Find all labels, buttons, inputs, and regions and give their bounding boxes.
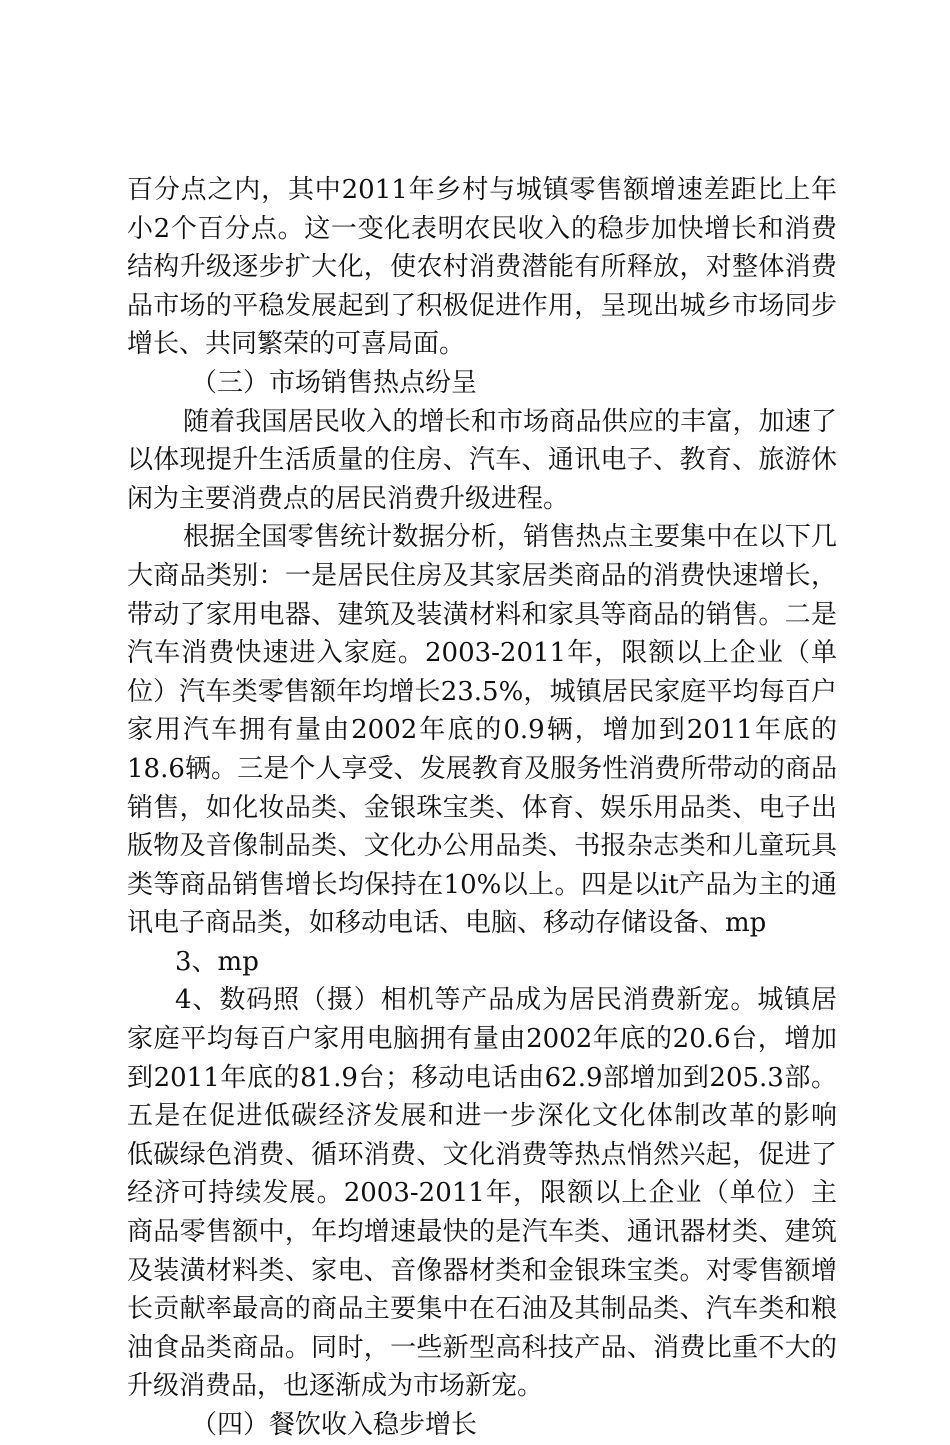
text-line: 长贡献率最高的商品主要集中在石油及其制品类、汽车类和粮	[127, 1294, 837, 1325]
text-line: 百分点之内，其中2011年乡村与城镇零售额增速差距比上年	[127, 175, 837, 205]
text-line: 家用汽车拥有量由2002年底的0.9辆，增加到2011年底的	[127, 715, 837, 746]
text-line: 4、数码照（摄）相机等产品成为居民消费新宠。城镇居	[175, 985, 837, 1016]
text-line: 根据全国零售统计数据分析，销售热点主要集中在以下几	[183, 522, 837, 553]
text-line: 低碳绿色消费、循环消费、文化消费等热点悄然兴起，促进了	[127, 1139, 837, 1170]
text-line: 类等商品销售增长均保持在10%以上。四是以it产品为主的通	[127, 869, 837, 900]
text-line: 销售，如化妆品类、金银珠宝类、体育、娱乐用品类、电子出	[127, 792, 837, 823]
text-line: 讯电子商品类，如移动电话、电脑、移动存储设备、mp	[127, 908, 767, 939]
section-heading: （三）市场销售热点纷呈	[191, 367, 478, 398]
text-line: 商品零售额中，年均增速最快的是汽车类、通讯器材类、建筑	[127, 1217, 837, 1248]
text-line: 五是在促进低碳经济发展和进一步深化文化体制改革的影响	[127, 1101, 837, 1132]
text-line: 带动了家用电器、建筑及装潢材料和家具等商品的销售。二是	[127, 599, 837, 630]
text-line: 经济可持续发展。2003-2011年，限额以上企业（单位）主	[127, 1178, 837, 1209]
text-line: 以体现提升生活质量的住房、汽车、通讯电子、教育、旅游休	[127, 445, 837, 476]
text-line: 闲为主要消费点的居民消费升级进程。	[127, 483, 570, 514]
text-line: 品市场的平稳发展起到了积极促进作用，呈现出城乡市场同步	[127, 290, 837, 321]
text-line: 到2011年底的81.9台；移动电话由62.9部增加到205.3部。	[127, 1062, 837, 1093]
text-line: 结构升级逐步扩大化，使农村消费潜能有所释放，对整体消费	[127, 252, 837, 283]
text-line: 版物及音像制品类、文化办公用品类、书报杂志类和儿童玩具	[127, 831, 837, 862]
text-line: 家庭平均每百户家用电脑拥有量由2002年底的20.6台，增加	[127, 1024, 837, 1055]
text-line: 增长、共同繁荣的可喜局面。	[127, 329, 466, 360]
text-line: 及装潢材料类、家电、音像器材类和金银珠宝类。对零售额增	[127, 1255, 837, 1286]
text-line: 3、mp	[175, 946, 259, 977]
text-line: 汽车消费快速进入家庭。2003-2011年，限额以上企业（单	[127, 638, 837, 669]
text-line: 升级消费品，也逐渐成为市场新宠。	[127, 1371, 544, 1402]
text-line: 随着我国居民收入的增长和市场商品供应的丰富，加速了	[183, 406, 837, 437]
text-line: 油食品类商品。同时，一些新型高科技产品、消费比重不大的	[127, 1332, 837, 1363]
text-line: 大商品类别：一是居民住房及其家居类商品的消费快速增长，	[127, 560, 837, 591]
text-line: 18.6辆。三是个人享受、发展教育及服务性消费所带动的商品	[127, 753, 837, 784]
document-body	[127, 171, 837, 1445]
section-heading: （四）餐饮收入稳步增长	[191, 1410, 478, 1440]
text-line: 小2个百分点。这一变化表明农民收入的稳步加快增长和消费	[127, 213, 837, 244]
text-line: 位）汽车类零售额年均增长23.5%，城镇居民家庭平均每百户	[127, 676, 837, 707]
